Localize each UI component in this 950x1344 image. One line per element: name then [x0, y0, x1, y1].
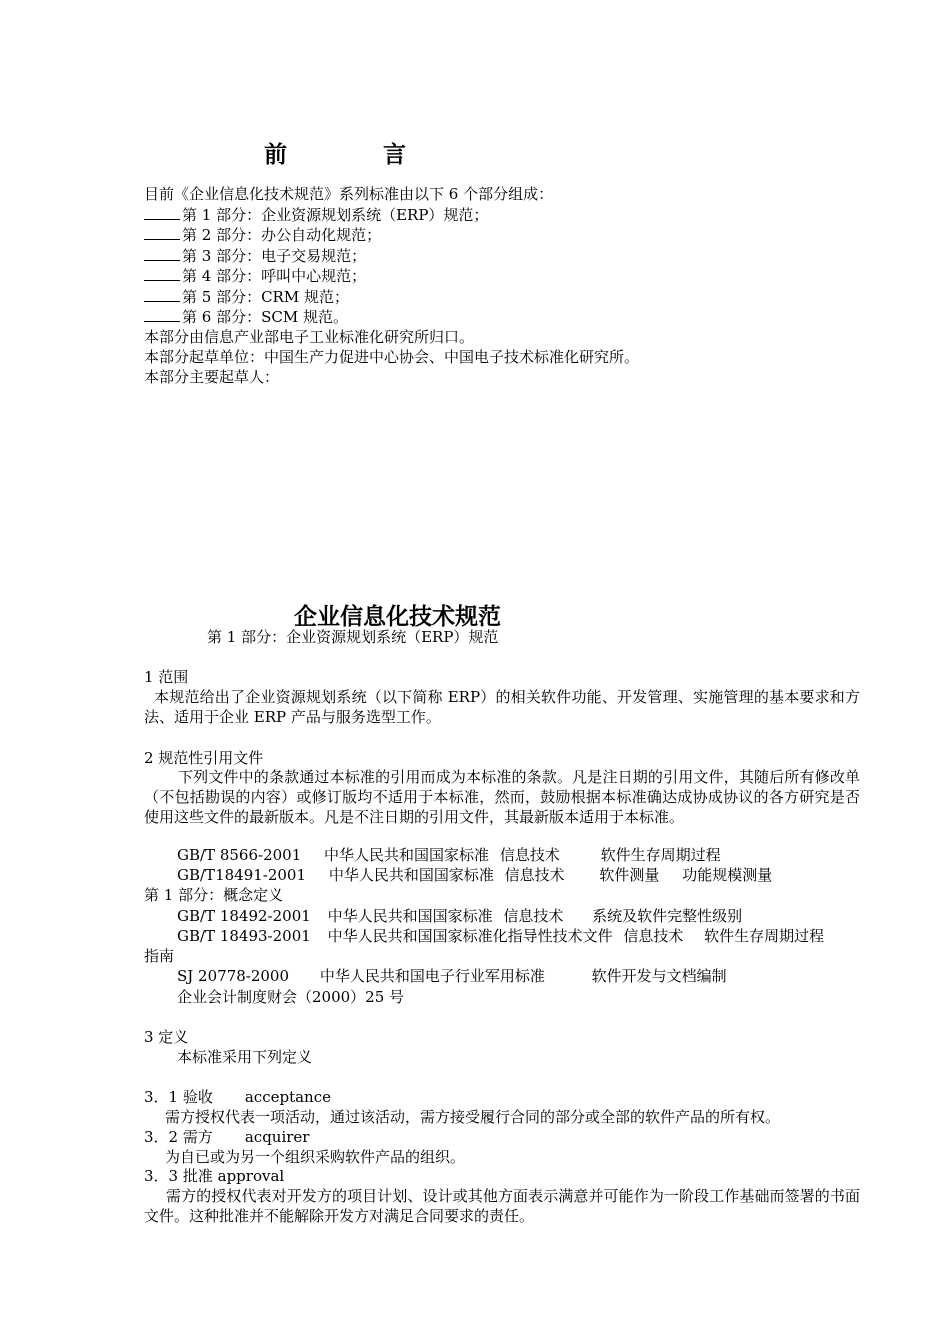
ref-field: 信息技术: [499, 846, 560, 864]
section-3-heading: 3 定义: [144, 1028, 189, 1046]
preface-note-1: 本部分由信息产业部电子工业标准化研究所归口。: [144, 328, 475, 346]
ref-issuer: 中华人民共和国国家标准: [327, 907, 493, 925]
definition-3-2-desc: 为自已或为另一个组织采购软件产品的组织。: [165, 1148, 466, 1166]
part-line-3: [144, 246, 366, 266]
ref-code: GB/T 8566-2001: [177, 846, 302, 864]
reference-6: 企业会计制度财会（2000）25 号: [177, 988, 405, 1006]
ref-title: 软件开发与文档编制: [591, 967, 727, 985]
part-line-5: [144, 287, 349, 307]
part-text-6: 第 6 部分：SCM 规范。: [182, 308, 348, 326]
ref-code: SJ 20778-2000: [177, 967, 290, 985]
part-text-2: 第 2 部分：办公自动化规范；: [182, 226, 382, 244]
document-subtitle: 第 1 部分：企业资源规划系统（ERP）规范: [207, 628, 499, 646]
part-text-4: 第 4 部分：呼叫中心规范；: [182, 267, 367, 285]
part-text-3: 第 3 部分：电子交易规范；: [182, 247, 367, 265]
preface-title-char-1: 前: [264, 141, 287, 168]
definition-3-3: [144, 1166, 284, 1186]
preface-note-3: 本部分主要起草人：: [144, 368, 280, 386]
part-line-6: [144, 307, 348, 327]
reference-3: [177, 906, 742, 926]
ref-field: 信息技术: [623, 927, 684, 945]
reference-2: [177, 865, 772, 885]
definition-3-3-desc: 需方的授权代表对开发方的项目计划、设计或其他方面表示满意并可能作为一阶段工作基础而签署的书面文件。这种批准并不能解除开发方对满足合同要求的责任。: [144, 1187, 860, 1225]
part-line-4: [144, 266, 366, 286]
part-text-5: 第 5 部分：CRM 规范；: [182, 288, 349, 306]
part-line-2: [144, 225, 381, 245]
reference-1: [177, 845, 721, 865]
reference-2-continued: 第 1 部分：概念定义: [144, 886, 284, 904]
blank-underline: [144, 205, 180, 220]
preface-intro: 目前《企业信息化技术规范》系列标准由以下 6 个部分组成：: [144, 185, 554, 203]
section-2-heading: 2 规范性引用文件: [144, 749, 264, 767]
ref-field: 信息技术: [503, 907, 564, 925]
ref-field: 信息技术: [504, 866, 565, 884]
definition-number: 3．3 批准 approval: [144, 1167, 285, 1185]
section-2-body: 下列文件中的条款通过本标准的引用而成为本标准的条款。凡是注日期的引用文件，其随后所有修改单（不包括勘误的内容）或修订版均不适用于本标准，然而，鼓励根据本标准确达成协成协议的各方研究是否使用这些文件的最新版本。凡是不注日期的引用文件，其最新版本适用于本标准。: [144, 768, 860, 826]
ref-issuer: 中华人民共和国国家标准化指导性技术文件: [327, 927, 613, 945]
preface-title: [264, 136, 406, 169]
reference-4: [177, 926, 824, 946]
blank-underline: [144, 225, 180, 240]
ref-title: 软件生存周期过程: [704, 927, 825, 945]
part-text-1: 第 1 部分：企业资源规划系统（ERP）规范；: [182, 206, 489, 224]
reference-5: [177, 966, 727, 986]
part-line-1: [144, 205, 488, 225]
ref-title: 系统及软件完整性级别: [592, 907, 743, 925]
document-title: 企业信息化技术规范: [294, 604, 501, 630]
definition-english-term: acceptance: [244, 1088, 331, 1106]
ref-title-part: 功能规模测量: [682, 866, 773, 884]
definition-number: 3．1 验收: [144, 1088, 213, 1106]
ref-issuer: 中华人民共和国电子行业军用标准: [319, 967, 545, 985]
reference-4-continued: 指南: [144, 947, 175, 965]
ref-issuer: 中华人民共和国国家标准: [324, 846, 490, 864]
ref-code: GB/T 18492-2001: [177, 907, 311, 925]
definition-english-term: acquirer: [244, 1128, 310, 1146]
definition-3-2: [144, 1127, 309, 1147]
preface-note-2: 本部分起草单位：中国生产力促进中心协会、中国电子技术标准化研究所。: [144, 348, 640, 366]
ref-title: 软件生存周期过程: [600, 846, 721, 864]
preface-title-char-2: 言: [383, 141, 407, 168]
blank-underline: [144, 266, 180, 281]
ref-code: GB/T 18493-2001: [177, 927, 311, 945]
section-3-intro: 本标准采用下列定义: [177, 1048, 313, 1066]
definition-3-1: [144, 1087, 331, 1107]
blank-underline: [144, 287, 180, 302]
definition-number: 3．2 需方: [144, 1128, 213, 1146]
section-1-heading: 1 范围: [144, 668, 189, 686]
section-1-body: 本规范给出了企业资源规划系统（以下简称 ERP）的相关软件功能、开发管理、实施管理的基本要求和方法、适用于企业 ERP 产品与服务选型工作。: [144, 688, 860, 726]
blank-underline: [144, 307, 180, 322]
blank-underline: [144, 246, 180, 261]
ref-title: 软件测量: [599, 866, 660, 884]
ref-issuer: 中华人民共和国国家标准: [328, 866, 494, 884]
definition-3-1-desc: 需方授权代表一项活动，通过该活动，需方接受履行合同的部分或全部的软件产品的所有权。: [165, 1108, 781, 1126]
ref-code: GB/T18491-2001: [177, 866, 307, 884]
